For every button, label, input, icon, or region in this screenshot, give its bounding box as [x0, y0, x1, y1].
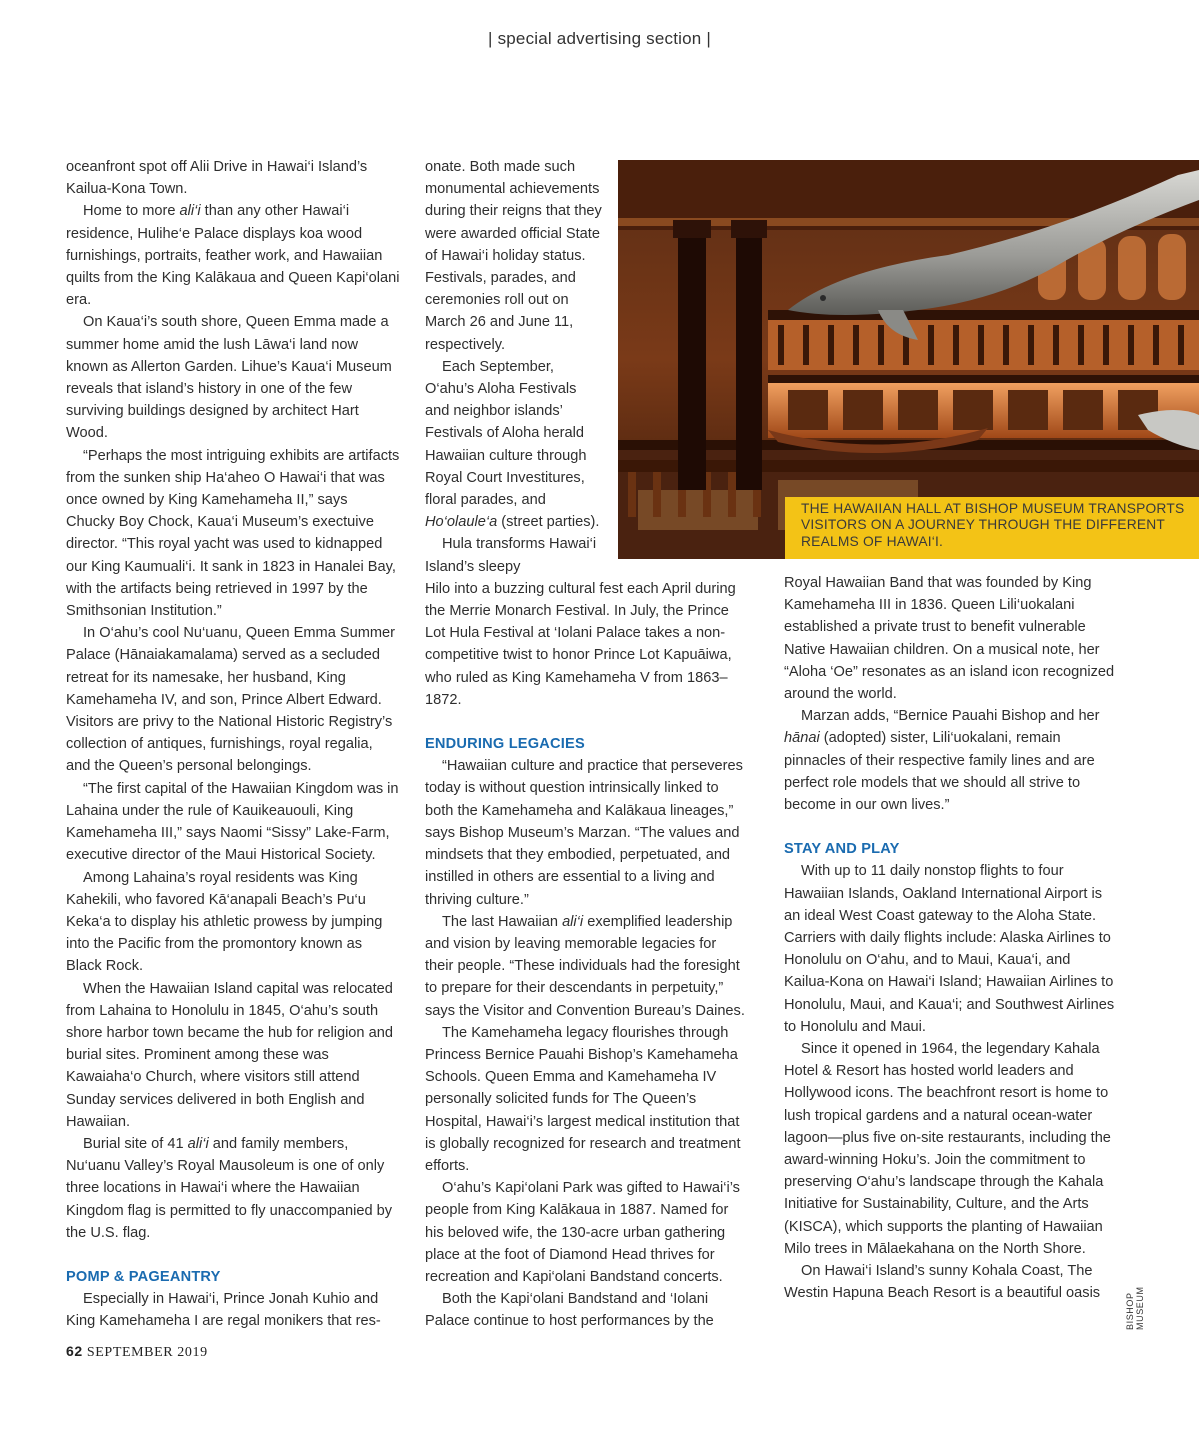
paragraph: “The first capital of the Hawaiian Kingdom was in Lahaina under the rule of Kauikeauouli, King Kamehameha III,” says Naomi “Sissy” Lake-Farm, executive director of the Maui Historical Society. — [66, 780, 399, 864]
paragraph: Hula transforms Hawai‘i Island’s sleepy — [425, 536, 597, 575]
paragraph: The last Hawaiian ali‘i exemplified leadership and vision by leaving memorable legacies for their people. “These individuals had the foresight to prepare for their descendants in perpetuity,” says the Visitor and Convention Bureau’s Daines. — [425, 913, 745, 1019]
paragraph: Since it opened in 1964, the legendary Kahala Hotel & Resort has hosted world leaders and Hollywood icons. The beachfront resort is home to lush tropical gardens and a natural ocean-water lagoon—plus five on-site restaurants, including the award-winning Hoku’s. Join the commitment to preserving O‘ahu’s landscape through the Kahala Initiative for Sustainability, Culture, and the Arts (KISCA), which supports the planting of Hawaiian Milo trees in Mālaekahana on the North Shore. — [784, 1041, 1111, 1257]
paragraph: “Hawaiian culture and practice that perseveres today is without question intrinsically linked to both the Kamehameha and Kalākaua lineages,” says Bishop Museum’s Marzan. “The values and mindsets that they embodied, perpetuated, and instilled in others are essential to a living and thriving culture.” — [425, 758, 743, 908]
paragraph: oceanfront spot off Alii Drive in Hawai‘i Island’s Kailua-Kona Town. — [66, 159, 368, 198]
paragraph: onate. Both made such monumental achievements during their reigns that they were awarded official State of Hawai‘i holiday status. Festivals, parades, and ceremonies roll out on March 26 and June 11, respectively. — [425, 159, 602, 353]
paragraph: Marzan adds, “Bernice Pauahi Bishop and her hānai (adopted) sister, Lili‘uokalani, remain pinnacles of their respective family lines and are perfect role models that we should all strive to become in our own lives.” — [784, 708, 1100, 814]
paragraph: On Hawai‘i Island’s sunny Kohala Coast, The Westin Hapuna Beach Resort is a beautiful oasis — [784, 1263, 1101, 1302]
paragraph: Home to more ali‘i than any other Hawai‘i residence, Hulihe‘e Palace displays koa wood furnishings, portraits, feather work, and Hawaiian quilts from the King Kalākaua and Queen Kapi‘olani era. — [66, 203, 400, 309]
article-column-3 — [784, 572, 1117, 1305]
paragraph: On Kaua‘i’s south shore, Queen Emma made a summer home amid the lush Lāwa‘i land now known as Allerton Garden. Lihue’s Kaua‘i Museum reveals that island’s history in one of the few surviving buildings designed by architect Hart Wood. — [66, 314, 392, 442]
paragraph: “Perhaps the most intriguing exhibits are artifacts from the sunken ship Ha‘aheo O Hawai‘i that was once owned by King Kamehameha II,” says Chucky Boy Chock, Kaua‘i Museum’s exectuive director. “This royal yacht was used to kidnapped our King Kaumuali‘i. It sank in 1823 in Hanalei Bay, with the artifacts being retrieved in 1997 by the Smithsonian Institution.” — [66, 447, 400, 620]
paragraph: Burial site of 41 ali‘i and family members, Nu‘uanu Valley’s Royal Mausoleum is one of only three locations in Hawai‘i where the Hawaiian Kingdom flag is permitted to fly unaccompanied by the U.S. flag. — [66, 1135, 393, 1241]
paragraph: In O‘ahu’s cool Nu‘uanu, Queen Emma Summer Palace (Hānaiakamalama) served as a secluded retreat for its namesake, her husband, King Kamehameha IV, and son, Prince Albert Edward. Visitors are privy to the National Historic Registry’s collection of antiques, furnishings, royal regalia, and the Queen’s personal belongings. — [66, 625, 396, 775]
paragraph: With up to 11 daily nonstop flights to four Hawaiian Islands, Oakland International Airport is an ideal West Coast gateway to the Aloha State. Carriers with daily flights include: Alaska Airlines to Honolulu on O‘ahu, and to Maui, Kaua‘i, and Kailua-Kona on Hawai‘i Island; Hawaiian Airlines to Honolulu, Maui, and Kaua‘i; and Southwest Airlines to Honolulu and Maui. — [784, 863, 1115, 1035]
paragraph: Each September, O‘ahu’s Aloha Festivals and neighbor islands’ Festivals of Aloha herald Hawaiian culture through Royal Court Investitures, floral parades, and Ho‘olaule‘a (street parties). — [425, 358, 600, 531]
page-footer — [66, 1343, 208, 1361]
paragraph: Both the Kapi‘olani Bandstand and ‘Iolani Palace continue to host performances by the — [425, 1291, 714, 1330]
photo-credit: BISHOP MUSEUM — [1125, 1286, 1145, 1330]
article-column-1 — [66, 156, 400, 1333]
paragraph: O‘ahu’s Kapi‘olani Park was gifted to Hawai‘i’s people from King Kalākaua in 1887. Named for his beloved wife, the 130-acre urban gathering place at the foot of Diamond Head thrives for recreation and Kapi‘olani Bandstand concerts. — [425, 1180, 740, 1285]
paragraph: Among Lahaina’s royal residents was King Kahekili, who favored Kā‘anapali Beach’s Pu‘u Keka‘a to display his athletic prowess by jumping into the Pacific from the promontory known as Black Rock. — [66, 869, 383, 975]
section-heading: ENDURING LEGACIES — [425, 736, 585, 753]
section-header: | special advertising section | — [488, 29, 711, 48]
photo-caption: THE HAWAIIAN HALL AT BISHOP MUSEUM TRANSPORTS VISITORS ON A JOURNEY THROUGH THE DIFFERENT REALMS OF HAWAI‘I. — [785, 497, 1199, 559]
page-number: 62 — [66, 1343, 83, 1359]
narrow-text-block — [425, 156, 603, 578]
issue-date: SEPTEMBER 2019 — [86, 1345, 208, 1360]
paragraph: Especially in Hawai‘i, Prince Jonah Kuhio and King Kamehameha I are regal monikers that res- — [66, 1291, 381, 1330]
section-heading: STAY AND PLAY — [784, 841, 900, 858]
paragraph: When the Hawaiian Island capital was relocated from Lahaina to Honolulu in 1845, O‘ahu’s south shore harbor town became the hub for religion and burial sites. Prominent among these was Kawaiaha‘o Church, where visitors still attend Sunday services delivered in both English and Hawaiian. — [66, 980, 393, 1130]
section-heading: POMP & PAGEANTRY — [66, 1268, 221, 1285]
paragraph: Royal Hawaiian Band that was founded by King Kamehameha III in 1836. Queen Lili‘uokalani established a private trust to benefit vulnerable Native Hawaiian children. On a musical note, her “Aloha ‘Oe” resonates as an island icon recognized around the world. — [784, 575, 1115, 703]
paragraph: Hilo into a buzzing cultural fest each April during the Merrie Monarch Festival. In July, the Prince Lot Hula Festival at ‘Iolani Palace takes a non-competitive twist to honor Prince Lot Kapuāiwa, who ruled as King Kamehameha V from 1863–1872. — [425, 580, 736, 708]
paragraph: The Kamehameha legacy flourishes through Princess Bernice Pauahi Bishop’s Kamehameha Schools. Queen Emma and Kamehameha IV personally solicited funds for The Queen’s Hospital, Hawai‘i’s largest medical institution that is globally recognized for research and treatment efforts. — [425, 1024, 741, 1174]
